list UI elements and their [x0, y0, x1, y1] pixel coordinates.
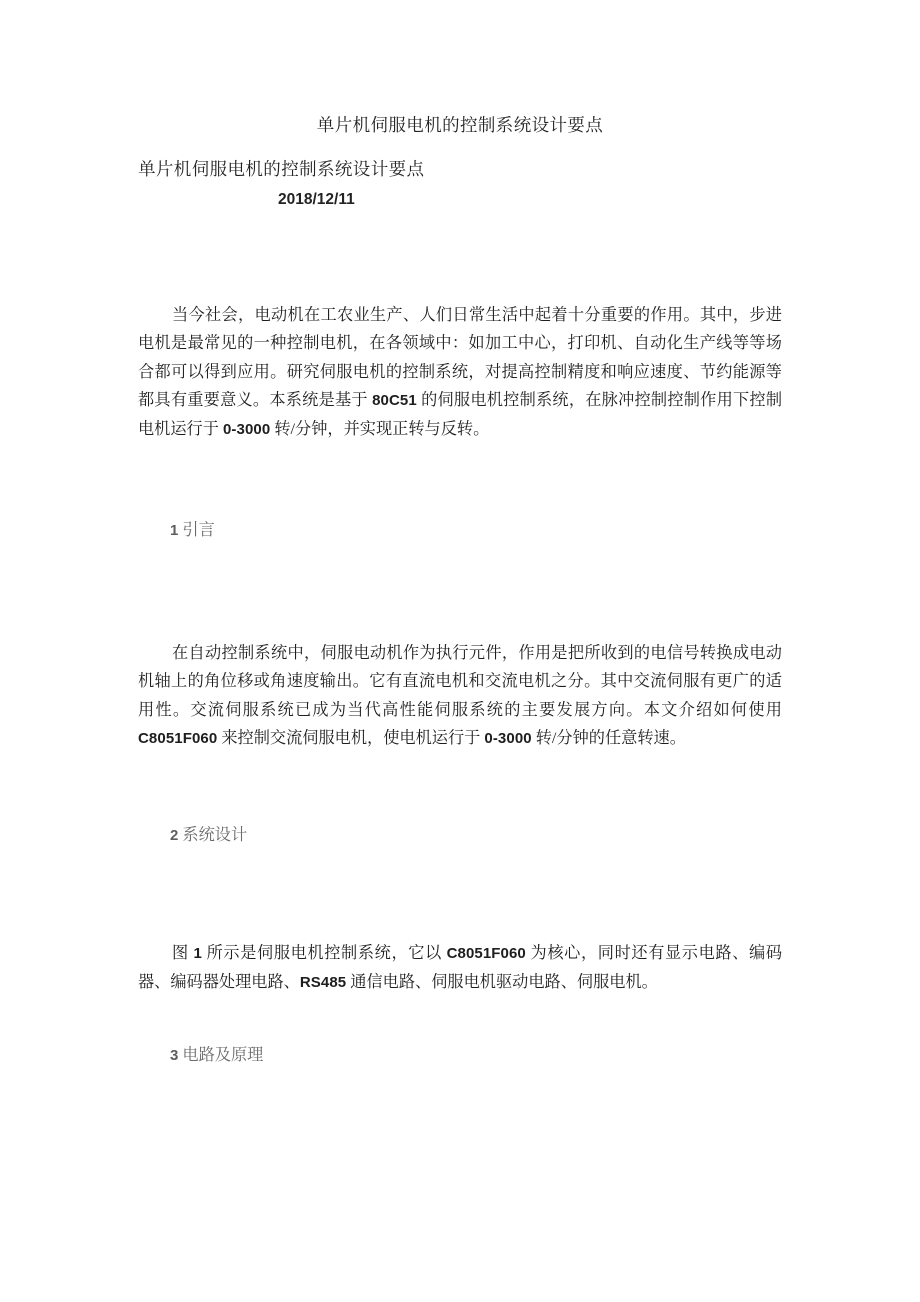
paragraph-section-1: [138, 639, 782, 753]
intro-text-part-1: 当今社会，电动机在工农业生产、人们日常生活中起着十分重要的作用。其中，步进电机是最常见的一种控制电机，在各领域中：如加工中心，打印机、自动化生产线等等场合都可以得到应用。研究伺服电机的控制系统，对提高控制精度和响应速度、节约能源等都具有重要意义。本系统是基于: [138, 306, 782, 409]
document-subtitle: 单片机伺服电机的控制系统设计要点: [138, 159, 425, 179]
section2-bus-rs485: RS485: [299, 974, 347, 992]
paragraph-intro: [138, 301, 782, 444]
intro-text-part-2: 的伺服电机控制系统，在脉冲控制控制作用下控制电机运行于: [138, 390, 783, 438]
paragraph-section-2: [138, 939, 782, 997]
document-date: 2018/12/11: [278, 191, 355, 208]
section1-text-part-2: 来控制交流伺服电机，使电机运行于: [217, 728, 485, 747]
section-3-label: 电路及原理: [182, 1046, 264, 1064]
section1-text-part-1: 在自动控制系统中，伺服电动机作为执行元件，作用是把所收到的电信号转换成电动机轴上的角位移或角速度输出。它有直流电机和交流电机之分。其中交流伺服有更广的适用性。交流伺服系统已成为当代高性能伺服系统的主要发展方向。本文介绍如何使用: [138, 644, 782, 719]
section-1-number: 1: [170, 522, 179, 539]
section2-text-part-3: 为核心，同时还有显示电路、编码器、编码器处理电路、: [138, 944, 783, 992]
section1-text-part-3: 转/分钟的任意转速。: [531, 728, 686, 747]
section-2-label: 系统设计: [182, 826, 248, 844]
section2-figure-number: 1: [193, 945, 202, 963]
section-heading-3: [170, 1042, 263, 1069]
section-heading-2: [170, 822, 247, 849]
section2-text-part-2: 所示是伺服电机控制系统，它以: [201, 944, 447, 963]
section2-text-part-1: 图: [172, 944, 194, 963]
section2-chip-c8051f060: C8051F060: [446, 945, 526, 963]
section1-chip-c8051f060: C8051F060: [138, 729, 218, 747]
section-heading-1: [170, 517, 215, 544]
intro-chip-80c51: 80C51: [372, 391, 417, 409]
intro-text-part-3: 转/分钟，并实现正转与反转。: [270, 420, 490, 438]
section2-text-part-4: 通信电路、伺服电机驱动电路、伺服电机。: [346, 973, 658, 992]
section-1-label: 引言: [182, 521, 215, 539]
section-3-number: 3: [170, 1047, 179, 1064]
section1-speed-range: 0-3000: [484, 729, 532, 747]
page-title: 单片机伺服电机的控制系统设计要点: [316, 115, 604, 135]
section-2-number: 2: [170, 827, 179, 844]
intro-speed-range: 0-3000: [222, 421, 271, 438]
